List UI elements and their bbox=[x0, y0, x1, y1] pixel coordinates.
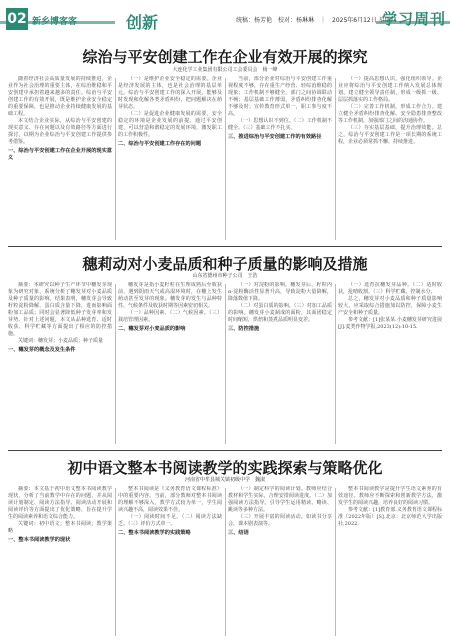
paragraph: （一）阅读时间不足。（二）阅读方法缺乏。（三）评价方式单一。 bbox=[118, 514, 222, 527]
article-column bbox=[8, 486, 112, 636]
section-name: 创新 bbox=[126, 13, 159, 32]
page-number: 02 bbox=[6, 8, 28, 30]
paragraph: （二）完善工作机制，形成工作合力。建立健全矛盾纠纷排查化解、安全隐患排查整改等工作机制，加强部门之间的沟通协作。 bbox=[338, 104, 442, 124]
paragraph: （二）是促进企业健康发展的需要。安全稳定的环境是企业发展的前提。通过平安创建，可以营造和谐稳定的发展环境，激发职工的工作积极性。 bbox=[118, 111, 222, 138]
paragraph: 随着经济社会高质量发展的持续推进，企业作为社会治理的重要主体，在综治维稳和平安创建中承担着越来越多的责任。综治与平安创建工作的有效开展，既是维护企业安全稳定的重要保障，也是推动企业持续健康发展的基础工程。 bbox=[8, 76, 112, 117]
article-column bbox=[228, 282, 332, 444]
article-column bbox=[8, 282, 112, 444]
article-byline: 山东省德州市种子公司 王浩 bbox=[192, 273, 258, 279]
article-column bbox=[338, 76, 442, 240]
editor-info: 统稿：杨芳艳 校对：杨琳琳 ｜ 2025年6月12日 星期四 bbox=[236, 17, 397, 24]
paragraph: （一）提高思想认识，强化组织领导。企业应将综治与平安创建工作纳入发展总体规划，建立健全领导责任制，形成一级抓一级、层层抓落实的工作格局。 bbox=[338, 76, 442, 103]
article-title: 穗莉动对小麦品质和种子质量的影响及措施 bbox=[82, 255, 368, 273]
article-column bbox=[228, 486, 332, 636]
column-rule bbox=[335, 284, 336, 444]
paragraph: 参考文献：[1]张某某.小麦穗发芽研究进展[J].麦类作物学报,2023(12):10-15. bbox=[338, 317, 442, 330]
column-rule bbox=[335, 488, 336, 636]
article-title: 初中语文整本书阅读教学的实践探索与策略优化 bbox=[67, 459, 383, 477]
article-column bbox=[118, 282, 222, 444]
section-heading: 一、综治与平安创建工作在企业开展的现实意义 bbox=[8, 148, 112, 161]
article-column bbox=[118, 76, 222, 240]
article-divider bbox=[8, 246, 442, 247]
paragraph: （三）夯实基层基础，提升治理效能。总之，综治与平安创建工作是一项长期的系统工程，企业必须常抓不懈、持续推进。 bbox=[338, 125, 442, 145]
section-heading: 二、穗发芽对小麦品质的影响 bbox=[118, 326, 186, 332]
paragraph: （一）是维护企业安全稳定的需要。企业是经济发展的主体，也是社会治理的基层单元。综治与平安创建工作的深入开展，能够及时发现和化解各类矛盾纠纷，把问题解决在萌芽状态。 bbox=[118, 76, 222, 110]
column-rule bbox=[225, 284, 226, 444]
article-column bbox=[228, 76, 332, 240]
section-heading: 二、综治与平安创建工作存在的问题 bbox=[118, 141, 202, 147]
paragraph: 摘要：本研究以种子生产环节中穗发芽现象为研究对象，系统分析了穗发芽对小麦品质及种子质量的影响。结果表明，穗发芽会导致籽粒淀粉降解、蛋白质含量下降，进而影响面粉加工品质；同时会显著降低种子发芽率和发芽势。针对上述问题，本文从品种选育、适时收获、科学贮藏等方面提出了相应的防控措施。 bbox=[8, 282, 112, 337]
paragraph: （一）选育抗穗发芽品种。（二）适时收获，抢晴收割。（三）科学贮藏，控制水分。 bbox=[338, 282, 442, 295]
newspaper-masthead: 新乡博客客 bbox=[32, 17, 78, 27]
paragraph: 整本书阅读是《义务教育语文课程标准》中的重要内容。当前，部分教师对整本书阅读的理解不够深入，教学方式较为单一，学生阅读兴趣不高，阅读效果不佳。 bbox=[118, 486, 222, 513]
column-rule bbox=[115, 78, 116, 240]
article-column bbox=[338, 282, 442, 444]
column-rule bbox=[115, 488, 116, 636]
article-byline: 大连化学工业集团有限公司工会委员会 杨一峰 bbox=[172, 67, 278, 73]
paragraph: 关键词：初中语文；整本书阅读；教学策略 bbox=[8, 521, 112, 534]
column-rule bbox=[225, 488, 226, 636]
article-divider bbox=[8, 450, 442, 451]
section-heading: 二、整本书阅读教学的实践策略 bbox=[118, 530, 191, 536]
paragraph: 本文结合企业实际，从综治与平安创建的现实意义、存在问题以及有效路径等方面进行探讨，以期为企业综治与平安创建工作提供参考借鉴。 bbox=[8, 118, 112, 145]
paragraph: （一）制定科学的阅读计划。教师应结合教材和学生实际，合理安排阅读进度。（二）加强阅读方法指导。引导学生运用精读、略读、跳读等多种方法。 bbox=[228, 486, 332, 513]
article-column bbox=[8, 76, 112, 240]
paragraph: 穗发芽是指小麦籽粒在生理成熟后至收获前，遇到阴雨天气或高湿环境时，在穗上发生萌动甚至发芽的现象。穗发芽的发生与品种特性、气候条件及收获时期等因素密切相关。 bbox=[118, 282, 222, 309]
page-header bbox=[0, 0, 450, 38]
paragraph: 当前，部分企业对综治与平安创建工作重视程度不够，存在重生产经营、轻综治维稳的现象；工作机制不够健全，部门之间协调联动不畅；基层基础工作薄弱，矛盾纠纷排查化解不够及时；宣传教育形式单一，职工参与度不高。 bbox=[228, 76, 332, 117]
article-title: 综治与平安创建工作在企业有效开展的探究 bbox=[82, 48, 368, 66]
paragraph: （一）思想认识不到位。（二）工作机制不健全。（三）基础工作不扎实。 bbox=[228, 118, 332, 131]
paragraph: 总之，穗发芽对小麦品质和种子质量影响较大，应采取综合措施加以防控，保障小麦生产安全和种子质量。 bbox=[338, 296, 442, 316]
paragraph: 摘要：本文基于初中语文整本书阅读教学现状，分析了当前教学中存在的问题，并从阅读计划制定、阅读方法指导、阅读活动开展和阅读评价等方面提出了优化策略，旨在提升学生的阅读素养和语文综合能力。 bbox=[8, 486, 112, 520]
section-heading: 一、穗发芽的概念及发生条件 bbox=[8, 347, 76, 353]
column-rule bbox=[225, 78, 226, 240]
section-heading: 一、整本书阅读教学的现状 bbox=[8, 537, 71, 543]
paragraph: （二）对蛋白质的影响。（三）对加工品质的影响。穗发芽小麦制成的面粉，其面团稳定时间缩短，烘焙和蒸煮品质明显变差。 bbox=[228, 303, 332, 323]
article-column bbox=[118, 486, 222, 636]
section-heading: 三、防控措施 bbox=[228, 326, 260, 332]
paragraph: （一）品种因素。（二）气候因素。（三）栽培管理因素。 bbox=[118, 310, 222, 323]
section-heading: 三、推进综治与平安创建工作的有效路径 bbox=[228, 134, 322, 140]
paragraph: （三）开展丰富的阅读活动。如读书分享会、课本剧表演等。 bbox=[228, 514, 332, 527]
paragraph: 整本书阅读教学是提升学生语文素养的有效途径。教师应不断探索和创新教学方法，激发学生的阅读兴趣，培养良好的阅读习惯。 bbox=[338, 486, 442, 506]
column-rule bbox=[335, 78, 336, 240]
paragraph: 关键词：穗发芽；小麦品质；种子质量 bbox=[18, 338, 104, 344]
article-byline: 河南省中牟县城关镇初级中学 魏淑 bbox=[184, 477, 265, 483]
article-column bbox=[338, 486, 442, 636]
column-rule bbox=[115, 284, 116, 444]
paragraph: （一）对淀粉的影响。穗发芽后，籽粒内α-淀粉酶活性显著升高，导致淀粉大量降解，降落数值下降。 bbox=[228, 282, 332, 302]
paragraph: 参考文献：[1]教育部.义务教育语文课程标准（2022年版）[S].北京：北京师范大学出版社,2022. bbox=[338, 507, 442, 527]
publication-brand: 学习周刊 bbox=[382, 10, 447, 28]
section-heading: 三、结语 bbox=[228, 530, 249, 536]
